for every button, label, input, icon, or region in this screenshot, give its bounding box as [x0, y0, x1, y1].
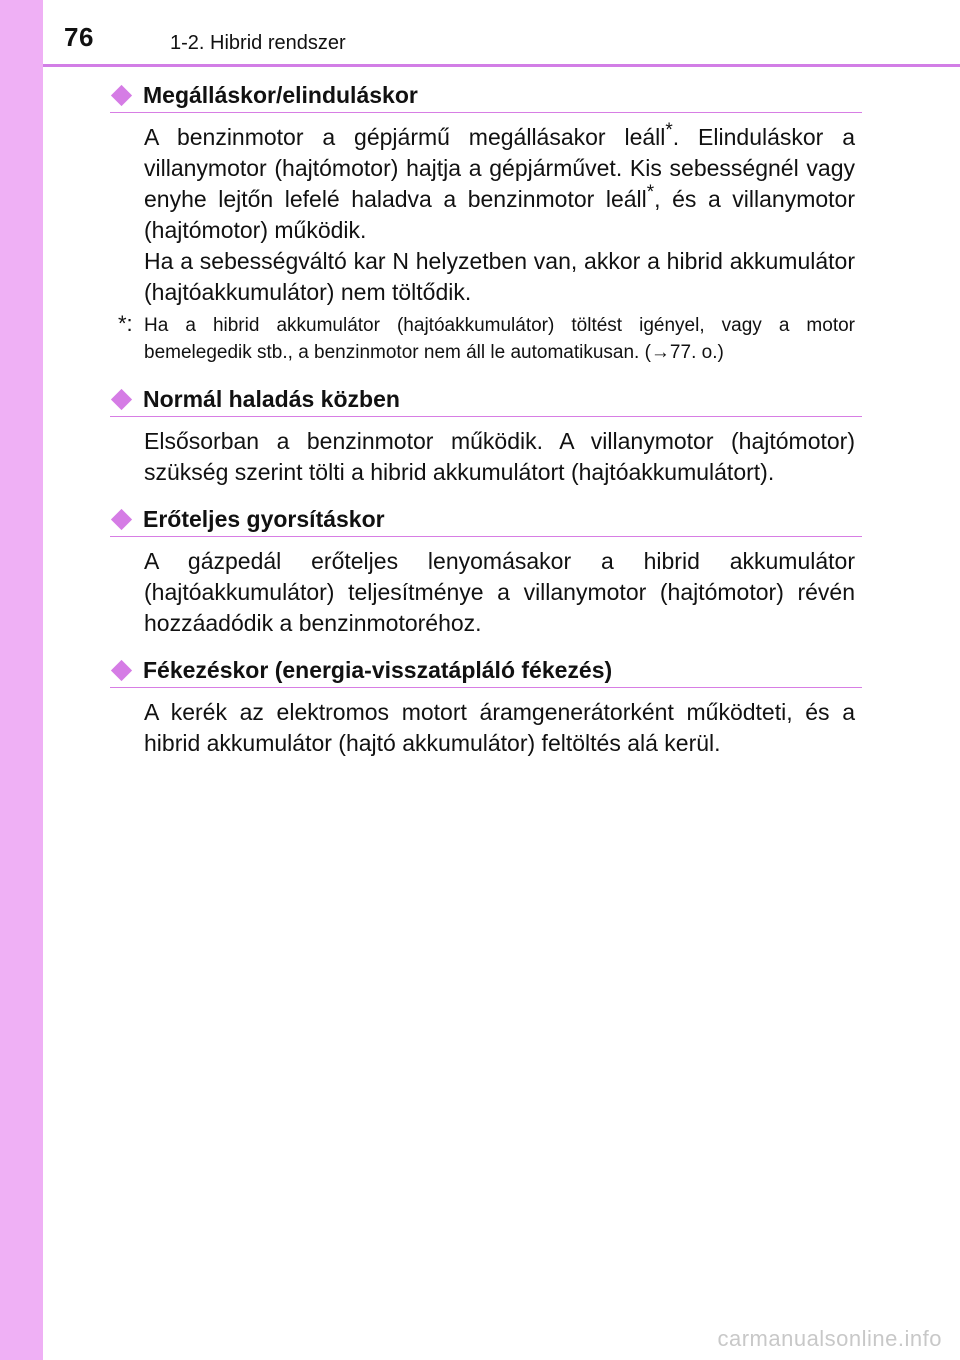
paragraph [144, 122, 855, 246]
asterisk-mark: * [665, 120, 673, 141]
footnote [118, 311, 855, 366]
section-heading [110, 651, 862, 688]
header-divider [43, 64, 960, 67]
body-text [144, 697, 855, 759]
heading-text: Fékezéskor (energia-visszatápláló fékezés) [143, 656, 613, 683]
section-hard-acceleration [110, 500, 862, 639]
paragraph: A gázpedál erőteljes lenyomásakor a hibrid akkumulátor (hajtóakkumulátor) teljesítménye a villanymotor (hajtómotor) révén hozzáadódik a benzinmotoréhoz. [144, 548, 855, 636]
page-content [110, 76, 862, 769]
heading-text: Erőteljes gyorsításkor [143, 505, 385, 532]
watermark: carmanualsonline.info [717, 1326, 942, 1351]
diamond-bullet-icon [111, 508, 132, 529]
asterisk-mark: * [646, 182, 655, 203]
body-text [144, 546, 855, 639]
text-run: A benzinmotor a gépjármű megállásakor leáll [144, 124, 666, 150]
page-number: 76 [64, 22, 94, 52]
section-braking [110, 651, 862, 759]
text-run: . Elinduláskor a villanymotor (hajtómotor) hajtja a gépjárművet. Kis sebességnél vagy enyhe lejtőn lefelé haladva a benzinmotor leáll [144, 124, 856, 212]
section-normal-driving [110, 380, 862, 488]
text-run: , és a villanymotor (hajtómotor) működik. [144, 186, 855, 243]
side-color-strip [0, 0, 43, 1360]
paragraph: A kerék az elektromos motort áramgenerátorként működteti, és a hibrid akkumulátor (hajtó akkumulátor) feltöltés alá kerül. [144, 699, 855, 756]
section-heading [110, 380, 862, 417]
chapter-title: 1-2. Hibrid rendszer [170, 32, 346, 54]
section-stopping-starting [110, 76, 862, 366]
body-text [144, 122, 855, 308]
diamond-bullet-icon [111, 84, 132, 105]
section-heading [110, 76, 862, 113]
diamond-bullet-icon [111, 659, 132, 680]
heading-text: Megálláskor/elinduláskor [143, 81, 418, 108]
diamond-bullet-icon [111, 388, 132, 409]
footnote-text: Ha a hibrid akkumulátor (hajtóakkumulátor) töltést igényel, vagy a motor bemelegedik stb., a benzinmotor nem áll le automatikusan. (→77. o.) [144, 315, 855, 363]
body-text [144, 426, 855, 488]
heading-text: Normál haladás közben [143, 385, 400, 412]
footnote-marker: *: [118, 311, 133, 336]
paragraph: Elsősorban a benzinmotor működik. A villanymotor (hajtómotor) szükség szerint tölti a hibrid akkumulátort (hajtóakkumulátort). [144, 428, 855, 485]
section-heading [110, 500, 862, 537]
paragraph: Ha a sebességváltó kar N helyzetben van, akkor a hibrid akkumulátor (hajtóakkumulátor) nem töltődik. [144, 248, 855, 305]
